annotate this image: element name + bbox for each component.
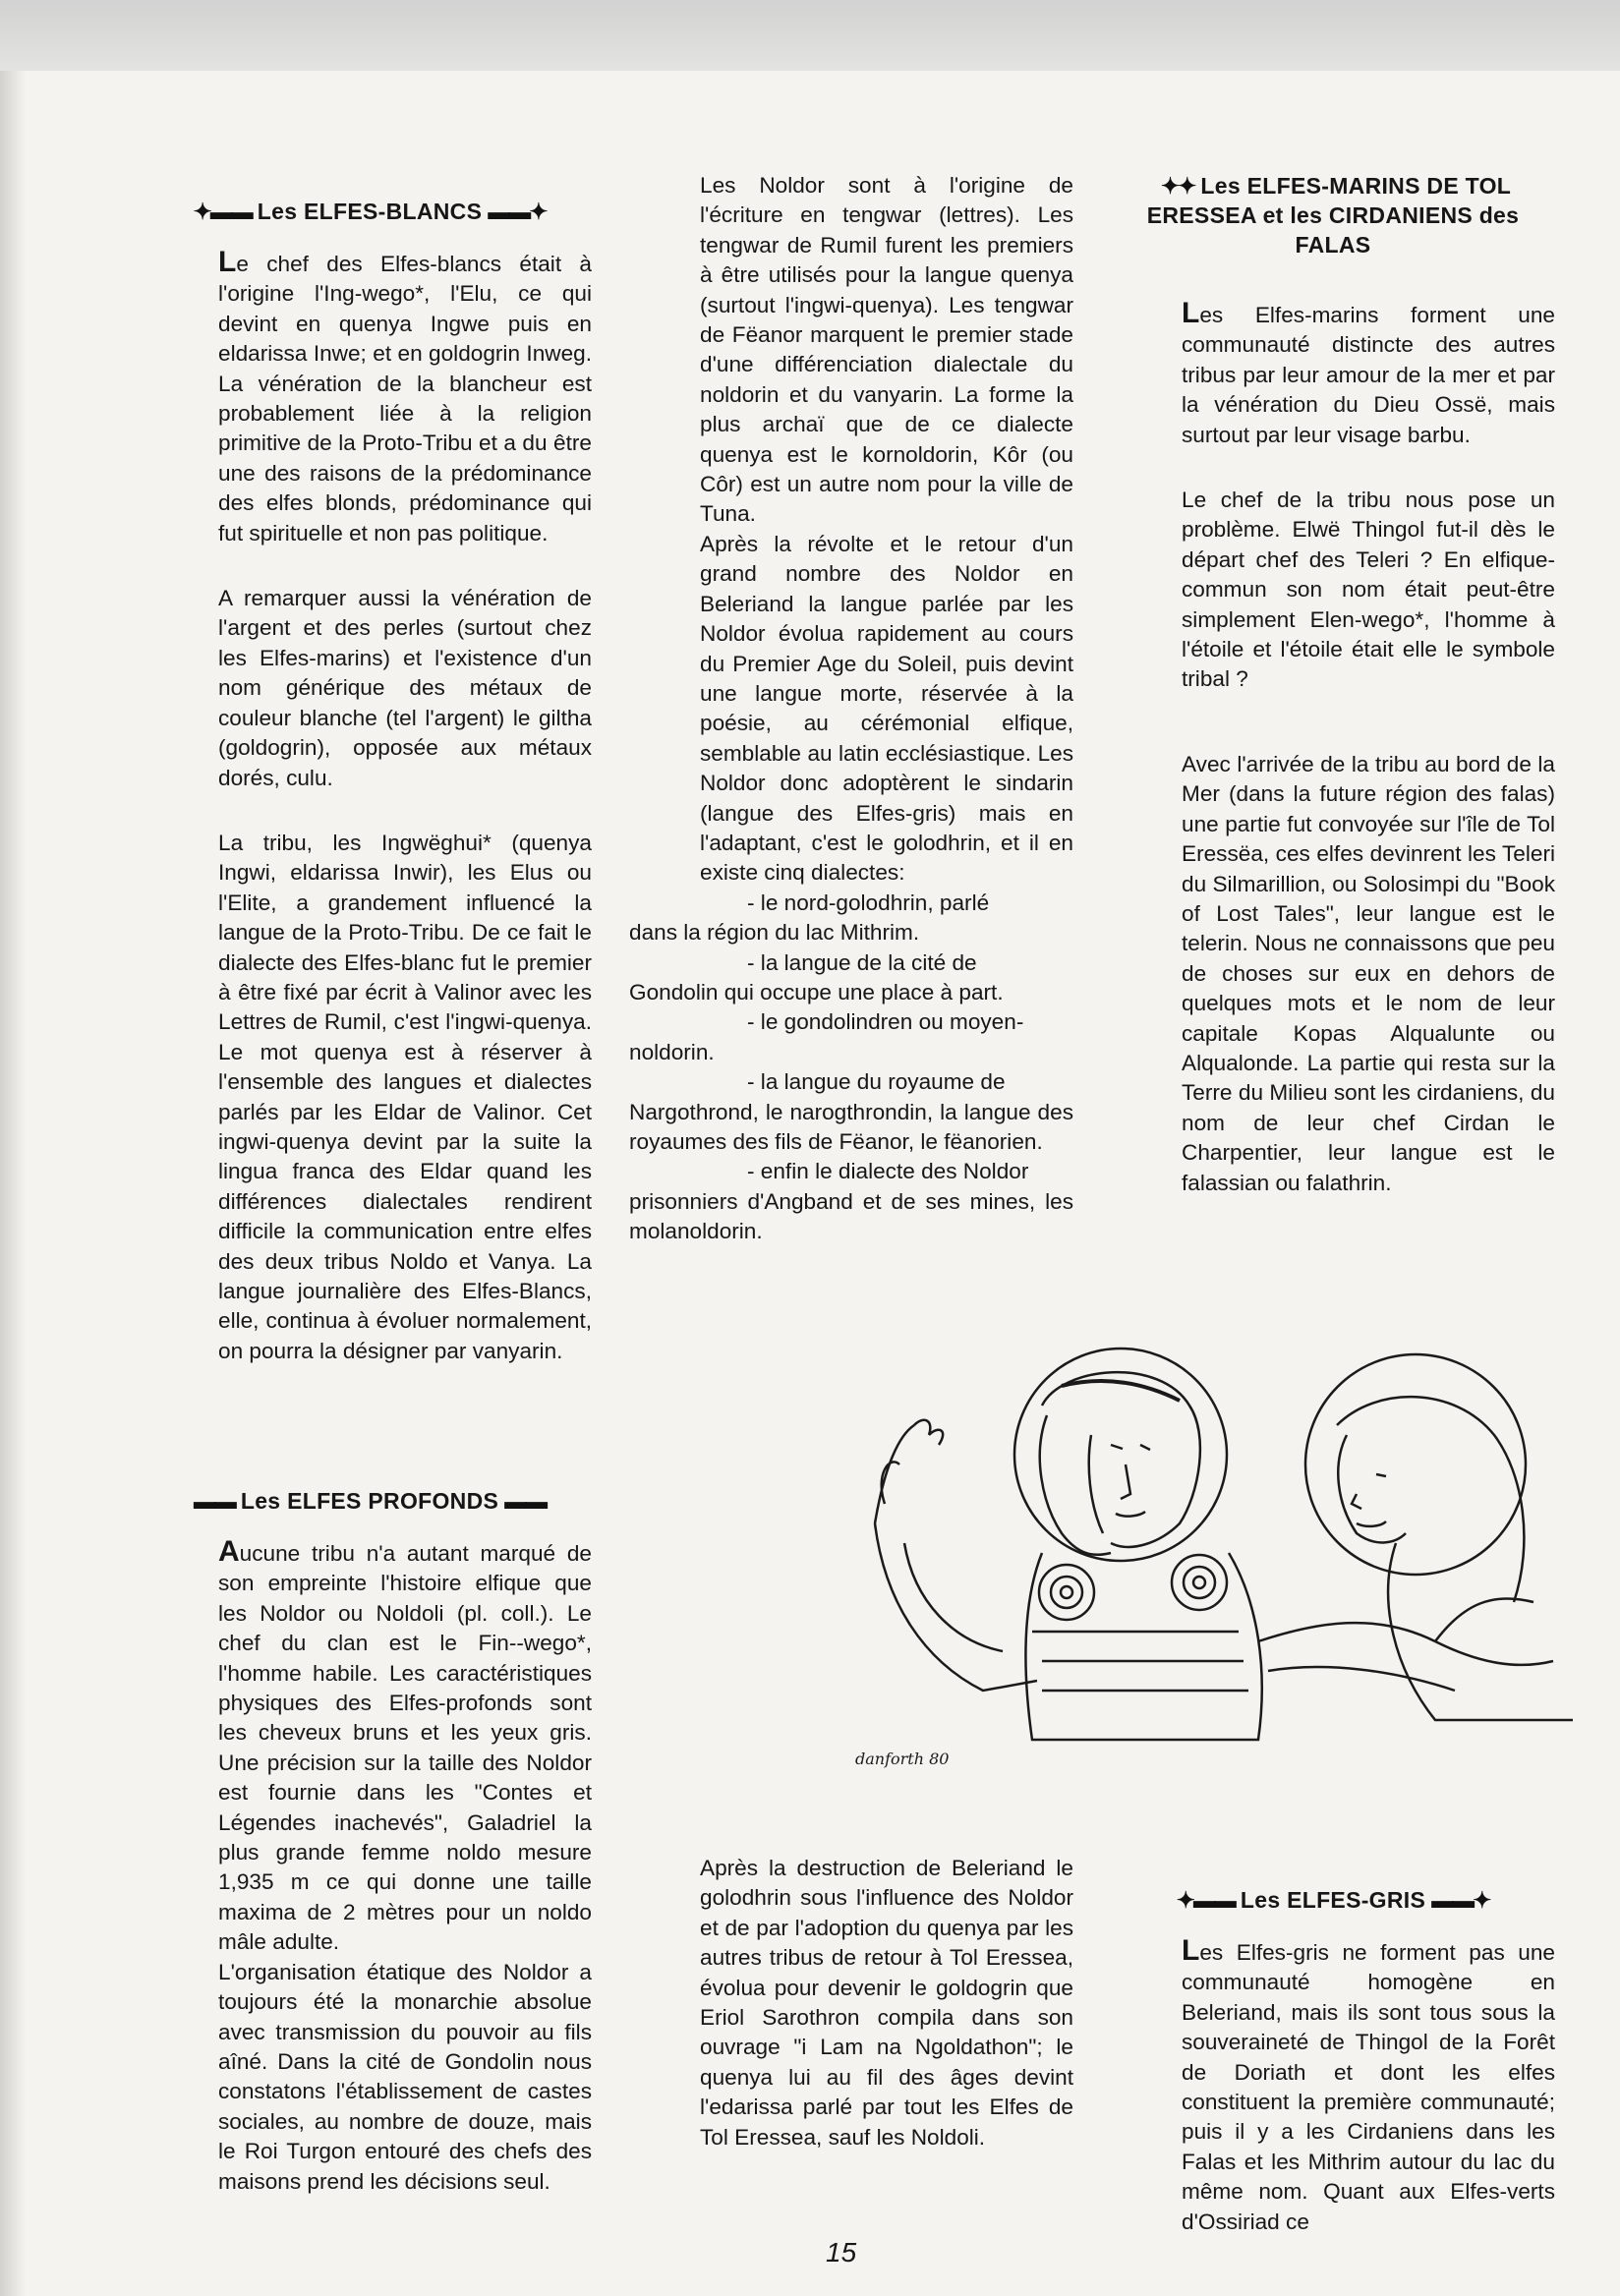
column-1-lower <box>147 1457 592 2197</box>
column-2 <box>629 171 1073 1247</box>
ornament-right-icon: ▬▬✦ <box>1431 1887 1490 1913</box>
paragraph: A remarquer aussi la vénération de l'argent et des perles (surtout chez les Elfes-marins) et l'existence d'un nom générique des métaux de couleur blanche (tel l'argent) le giltha (goldogrin), opposée aux métaux dorés, culu. <box>218 586 592 790</box>
ornament-left-icon: ▬▬ <box>193 1488 235 1514</box>
page-edge-shadow <box>0 71 26 2296</box>
list-item: - le nord-golodhrin, parlé <box>747 890 990 915</box>
scanner-top-band <box>0 0 1620 71</box>
paragraph: Aucune tribu n'a autant marqué de son empreinte l'histoire elfique que les Noldor ou Noldoli (pl. coll.). Le chef du clan est le Fin--wego*, l'homme habile. Les caractéristiques physiques des Elfes-profonds sont les cheveux bruns et les yeux gris. Une précision sur la taille des Noldor est fournie dans les "Contes et Légendes inachevés", Galadriel la plus grande femme noldo mesure 1,935 m ce qui donne une taille maxima de 2 mètres pour un noldo mâle adulte. <box>218 1535 592 1955</box>
paragraph: Les Elfes-marins forment une communauté distincte des autres tribus par leur amour de la mer et par la vénération du Dieu Ossë, mais surtout par leur visage barbu. <box>1182 297 1555 447</box>
heading-elfes-marins: ✦✦ Les ELFES-MARINS DE TOL ERESSEA et les CIRDANIENS des FALAS <box>1146 173 1520 258</box>
list-item: - le gondolindren ou moyen- <box>747 1009 1024 1035</box>
column-3-lower <box>1111 1856 1555 2237</box>
elves-illustration <box>845 1347 1592 1818</box>
list-item: - la langue du royaume de <box>747 1069 1006 1095</box>
paragraph: Le chef des Elfes-blancs était à l'origine l'Ing-wego*, l'Elu, ce qui devint en quenya Ingwe puis en eldarissa Inwe; et en goldogrin Inweg. La vénération de la blancheur est probablement liée à la religion primitive de la Proto-Tribu et a du être une des raisons de la prédominance des elfes blonds, prédominance qui fut spirituelle et non pas politique. <box>218 246 592 545</box>
ornament-right-icon: ▬▬✦ <box>488 199 547 224</box>
artist-signature: danforth 80 <box>855 1750 950 1768</box>
list-item-cont: dans la région du lac Mithrim. <box>629 920 920 946</box>
list-item: - la langue de la cité de <box>747 949 977 975</box>
heading-elfes-blancs: ✦▬▬ Les ELFES-BLANCS ▬▬✦ <box>193 199 547 224</box>
paragraph: Avec l'arrivée de la tribu au bord de la Mer (dans la future région des falas) une partie fut convoyée sur l'île de Tol Eressëa, ces elfes devinrent les Teleri du Silmarillion, ou Solosimpi du "Book of Lost Tales", leur langue est le telerin. Nous ne connaissons que peu de choses sur eux en dehors de quelques mots et le nom de leur capitale Kopas Alqualunte ou Alqualonde. La partie qui resta sur la Terre du Milieu sont les cirdaniens, du nom de leur chef Cirdan le Charpentier, leur langue est le falassian ou falathrin. <box>1182 751 1555 1195</box>
list-item-cont: prisonniers d'Angband et de ses mines, les molanoldorin. <box>629 1188 1073 1244</box>
list-item: - enfin le dialecte des Noldor <box>747 1159 1029 1184</box>
ornament-left-icon: ✦✦ <box>1160 173 1195 199</box>
ornament-left-icon: ✦▬▬ <box>1176 1887 1235 1913</box>
column-2-lower <box>629 1854 1073 2152</box>
paragraph: Les Elfes-gris ne forment pas une communauté homogène en Beleriand, mais ils sont tous sous la souveraineté de Thingol de la Forêt de Doriath et dont les elfes constituent la première communauté; puis il y a les Cirdaniens dans les Falas et les Mithrim autour du lac du même nom. Quant aux Elfes-verts d'Ossiriad ce <box>1182 1934 1555 2234</box>
page-number: 15 <box>826 2237 857 2267</box>
column-3 <box>1111 171 1555 1198</box>
column-1 <box>147 167 592 1366</box>
list-item-cont: noldorin. <box>629 1039 715 1064</box>
paragraph: La tribu, les Ingwëghui* (quenya Ingwi, eldarissa Inwir), les Elus ou l'Elite, a grandement influencé la langue de la Proto-Tribu. De ce fait le dialecte des Elfes-blanc fut le premier à être fixé par écrit à Valinor avec les Lettres de Rumil, c'est l'ingwi-quenya. Le mot quenya est à réserver à l'ensemble des langues et dialectes parlés par les Eldar de Valinor. Cet ingwi-quenya devint par la suite la lingua franca des Eldar quand les différences dialectales rendirent difficile la communication entre elfes des deux tribus Noldo et Vanya. La langue journalière des Elfes-Blancs, elle, continua à évoluer normalement, on pourra la désigner par vanyarin. <box>218 830 592 1363</box>
list-item-cont: Gondolin qui occupe une place à part. <box>629 979 1004 1004</box>
ornament-left-icon: ✦▬▬ <box>193 199 252 224</box>
heading-elfes-profonds: ▬▬ Les ELFES PROFONDS ▬▬ <box>193 1488 547 1514</box>
heading-elfes-gris: ✦▬▬ Les ELFES-GRIS ▬▬✦ <box>1176 1887 1490 1913</box>
paragraph: Après la révolte et le retour d'un grand nombre des Noldor en Beleriand la langue parlée par les Noldor évolua rapidement au cours du Premier Age du Soleil, puis devint une langue morte, réservée à la poésie, au cérémonial elfique, semblable au latin ecclésiastique. Les Noldor donc adoptèrent le sindarin (langue des Elfes-gris) mais en l'adaptant, c'est le golodhrin, et il en existe cinq dialectes: <box>700 531 1073 886</box>
list-item-cont: Nargothrond, le narogthrondin, la langue des royaumes des fils de Fëanor, le fëanorien. <box>629 1099 1073 1154</box>
paragraph: Les Noldor sont à l'origine de l'écriture en tengwar (lettres). Les tengwar de Rumil furent les premiers à être utilisés pour la langue quenya (surtout l'ingwi-quenya). Les tengwar de Fëanor marquent le premier stade d'une différenciation dialectale du noldorin et du vanyarin. La forme la plus archaï que de ce dialecte quenya est le kornoldorin, Kôr (ou Côr) est un autre nom pour la ville de Tuna. <box>700 173 1073 527</box>
paragraph: Le chef de la tribu nous pose un problème. Elwë Thingol fut-il dès le départ chef des Teleri ? En elfique-commun son nom était peut-être simplement Elen-wego*, l'homme à l'étoile et l'étoile était elle le symbole tribal ? <box>1182 488 1555 692</box>
ornament-right-icon: ▬▬ <box>504 1488 547 1514</box>
paragraph: L'organisation étatique des Noldor a toujours été la monarchie absolue avec transmission du pouvoir au fils aîné. Dans la cité de Gondolin nous constatons l'établissement de castes sociales, au nombre de douze, mais le Roi Turgon entouré des chefs des maisons prend les décisions seul. <box>218 1959 592 2194</box>
paragraph: Après la destruction de Beleriand le golodhrin sous l'influence des Noldor et de par l'adoption du quenya par les autres tribus de retour à Tol Eressea, évolua pour devenir le goldogrin que Eriol Sarothron compila dans son ouvrage "i Lam na Ngoldathon"; le quenya lui au fil des âges devint l'edarissa parlé par tout les Elfes de Tol Eressea, sauf les Noldoli. <box>700 1856 1073 2150</box>
